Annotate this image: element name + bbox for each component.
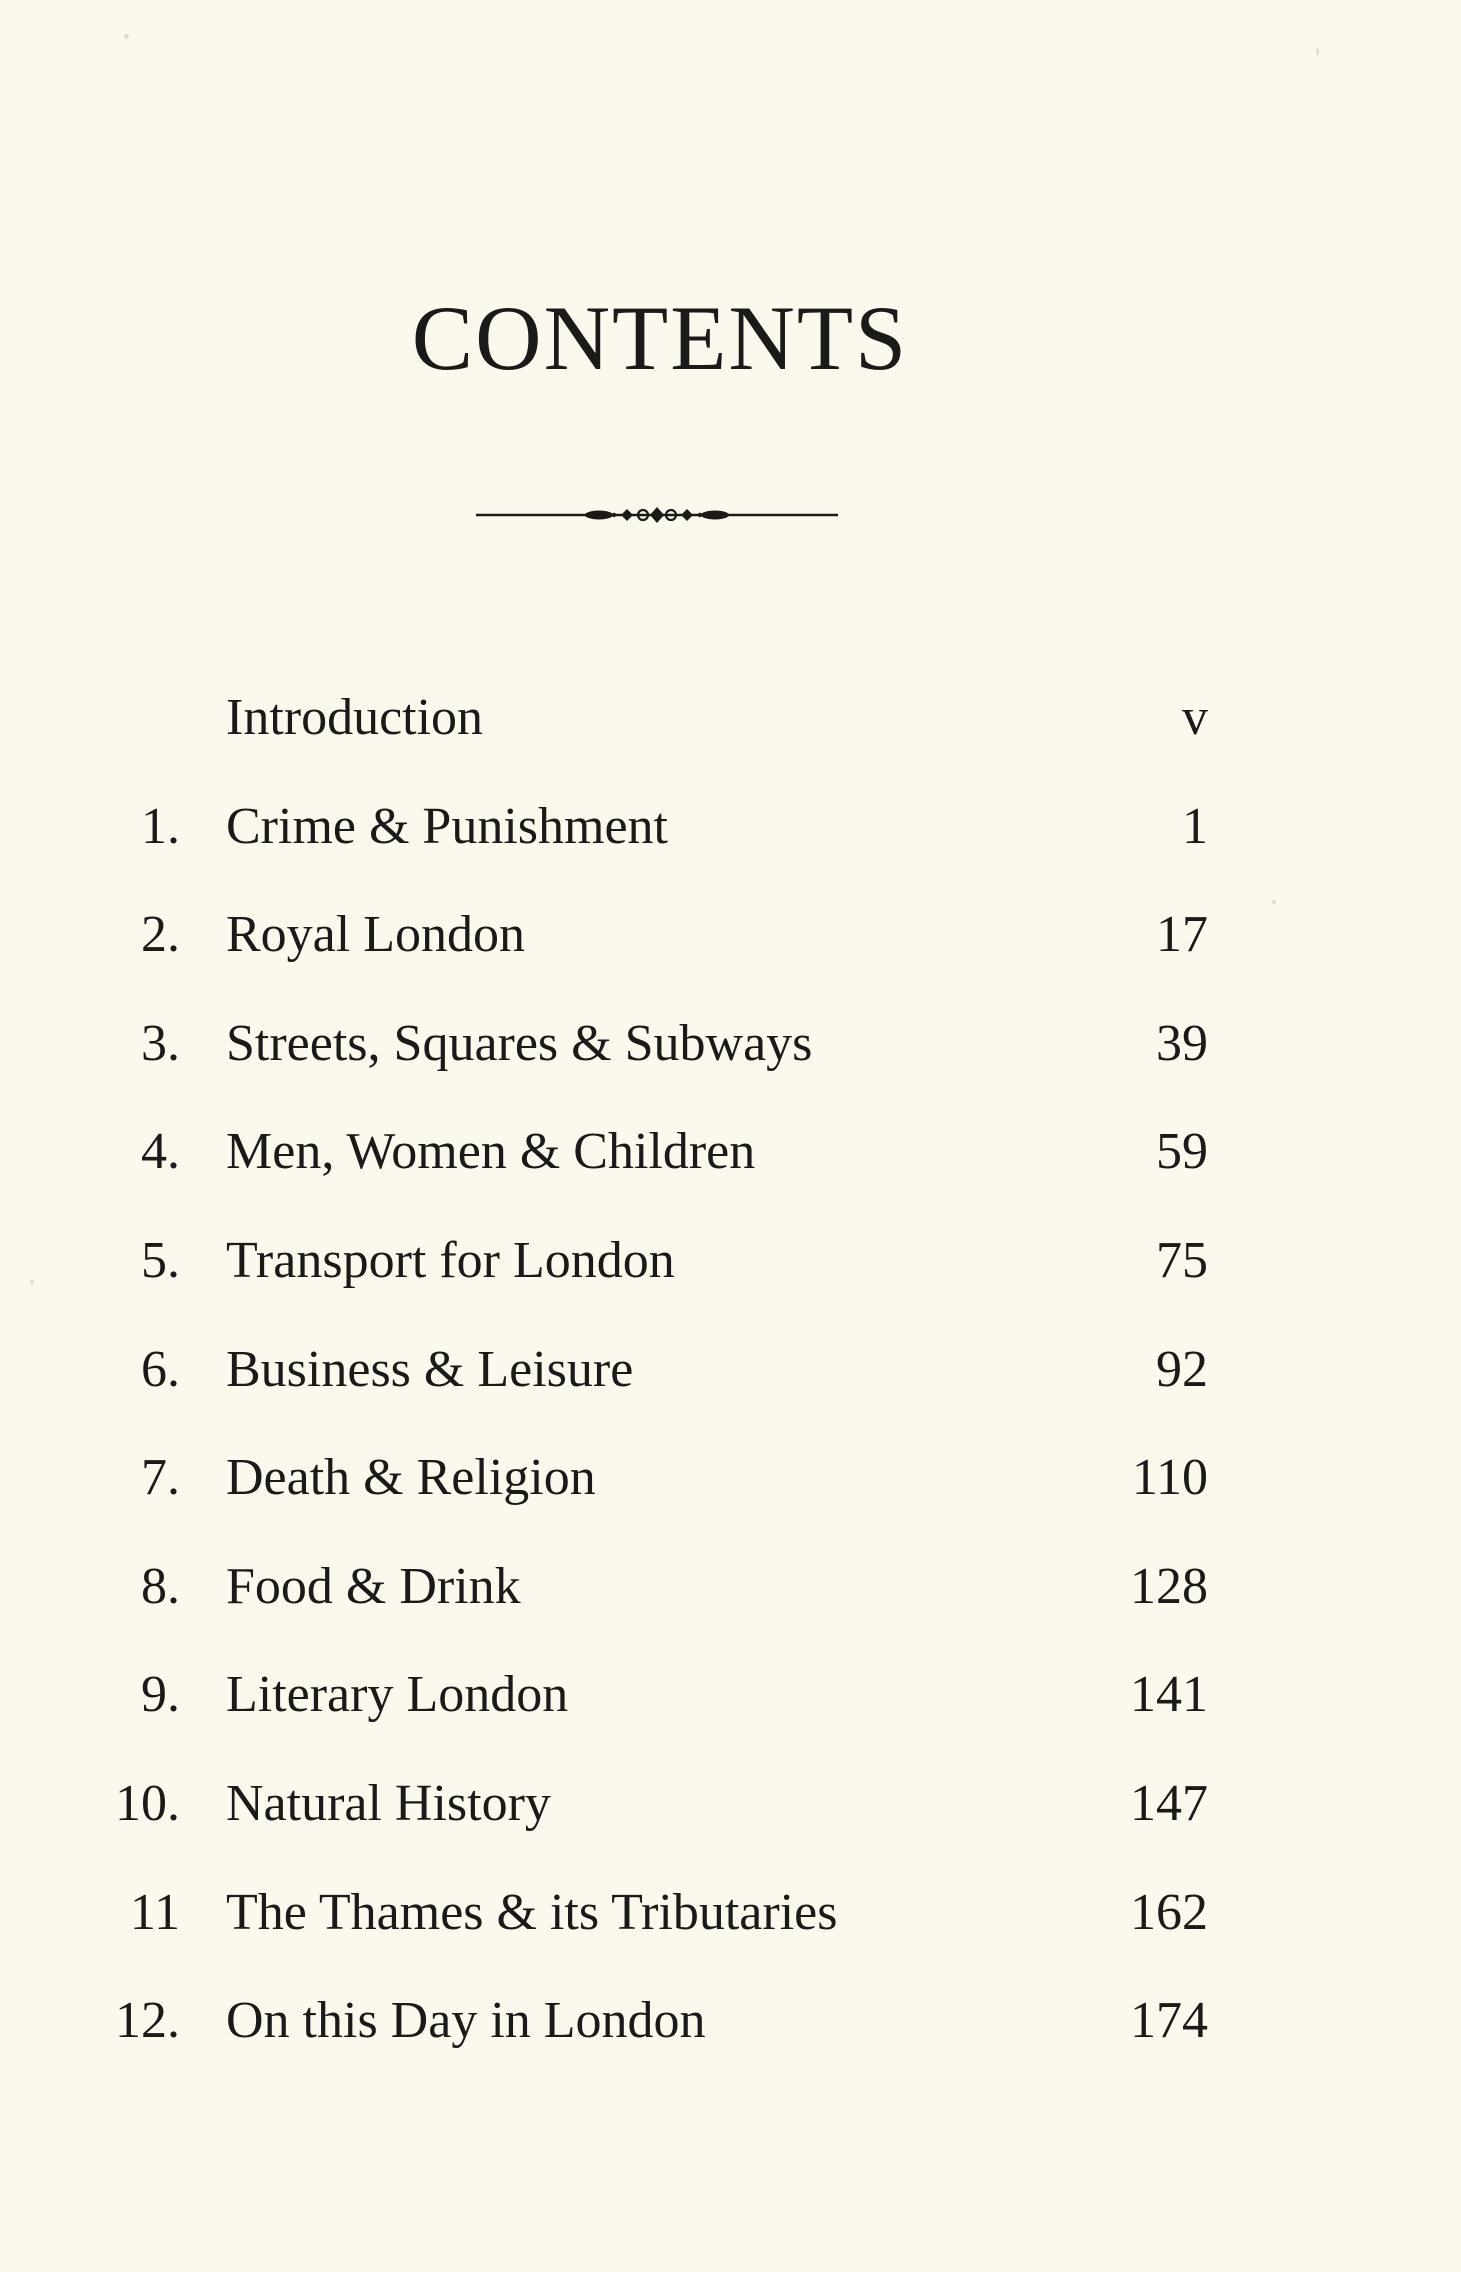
toc-entry: [0, 1316, 1461, 1425]
page-title: CONTENTS: [411, 287, 909, 389]
page-number: 92: [1156, 1340, 1208, 1398]
toc-entry: [0, 1424, 1461, 1533]
chapter-number: 12.: [115, 1992, 180, 2050]
chapter-number: 11: [129, 1883, 180, 1941]
paper-speck: [1316, 48, 1319, 55]
toc-entry: [0, 1207, 1461, 1316]
chapter-title: Introduction: [226, 689, 484, 746]
toc-entry: [0, 1533, 1461, 1642]
toc-entry: [0, 990, 1461, 1099]
page-number: 147: [1130, 1774, 1208, 1832]
toc-entry: [0, 881, 1461, 990]
page-number: 174: [1130, 1992, 1208, 2050]
toc-entry: [0, 1750, 1461, 1859]
chapter-number: 2.: [141, 906, 180, 964]
chapter-number: 9.: [141, 1666, 180, 1724]
toc-entry: [0, 1641, 1461, 1750]
decorative-rule-icon: [474, 498, 840, 532]
toc-entry: [0, 773, 1461, 882]
page-number: 75: [1156, 1231, 1208, 1289]
chapter-number: 8.: [141, 1557, 180, 1615]
chapter-number: 1.: [141, 797, 180, 855]
chapter-title: Natural History: [226, 1774, 551, 1832]
page-number: 162: [1130, 1883, 1208, 1941]
chapter-number: 4.: [141, 1123, 180, 1181]
chapter-number: 7.: [141, 1449, 180, 1507]
paper-speck: [124, 34, 129, 39]
table-of-contents: [0, 664, 1461, 2076]
chapter-title: Royal London: [226, 906, 525, 964]
chapter-title: Streets, Squares & Subways: [226, 1014, 813, 1072]
page-number: 39: [1156, 1014, 1208, 1072]
chapter-title: The Thames & its Tributaries: [226, 1883, 838, 1941]
chapter-title: On this Day in London: [226, 1992, 706, 2050]
page-number: 59: [1156, 1123, 1208, 1181]
page-number: 17: [1156, 906, 1208, 964]
page-number: v: [1182, 689, 1208, 746]
chapter-title: Business & Leisure: [226, 1340, 634, 1398]
chapter-title: Transport for London: [226, 1231, 675, 1289]
toc-entry: [0, 1967, 1461, 2076]
page-number: 1: [1182, 797, 1208, 855]
toc-entry: [0, 664, 1461, 773]
chapter-number: 5.: [141, 1231, 180, 1289]
page-number: 141: [1130, 1666, 1208, 1724]
chapter-title: Men, Women & Children: [226, 1123, 756, 1181]
page-number: 128: [1130, 1557, 1208, 1615]
chapter-title: Death & Religion: [226, 1449, 596, 1507]
toc-entry: [0, 1098, 1461, 1207]
chapter-title: Crime & Punishment: [226, 797, 668, 855]
chapter-title: Literary London: [226, 1666, 569, 1724]
chapter-number: 10.: [115, 1774, 180, 1832]
chapter-number: 3.: [141, 1014, 180, 1072]
chapter-title: Food & Drink: [226, 1557, 521, 1615]
toc-entry: [0, 1859, 1461, 1968]
page-number: 110: [1131, 1449, 1208, 1507]
chapter-number: 6.: [141, 1340, 180, 1398]
